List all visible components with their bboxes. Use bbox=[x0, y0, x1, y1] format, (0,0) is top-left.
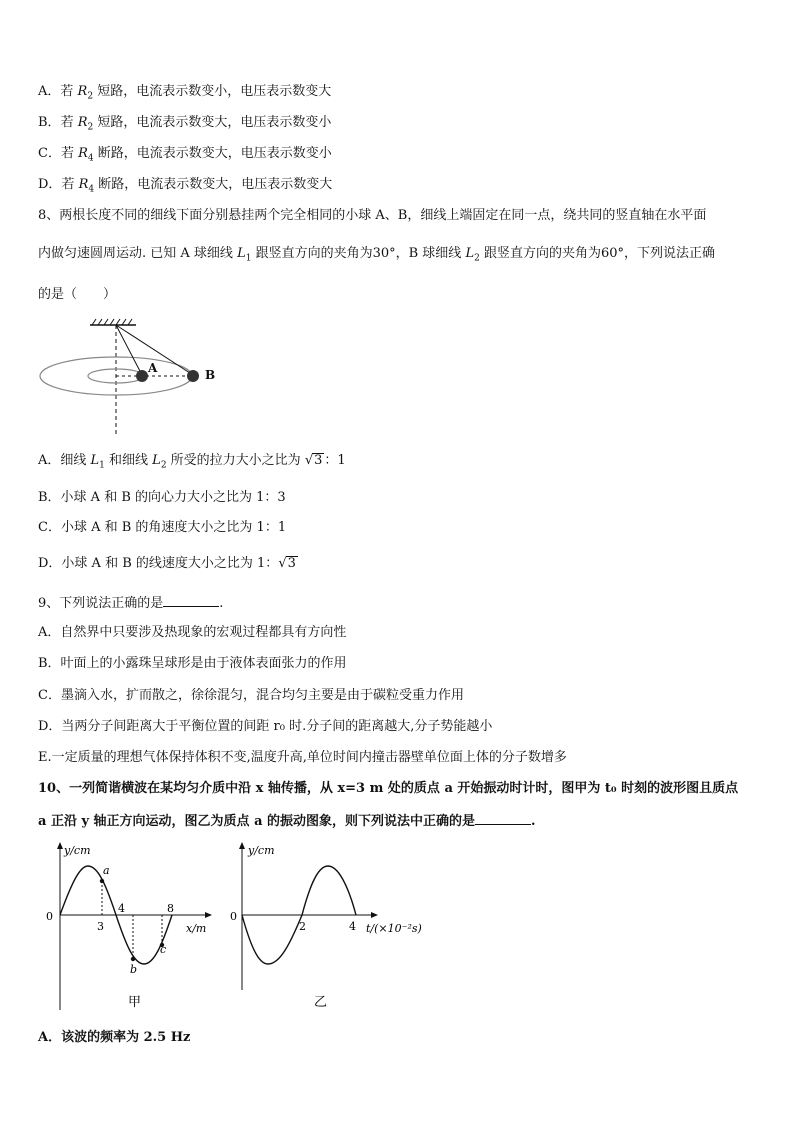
jia-caption: 甲 bbox=[128, 995, 142, 1010]
jia-tick-4: 4 bbox=[118, 902, 125, 915]
answer-blank bbox=[475, 812, 531, 825]
q8-option-d: D．小球 A 和 B 的线速度大小之比为 1：√3 bbox=[38, 556, 296, 571]
ball-b bbox=[187, 370, 199, 382]
jia-y-label: y/cm bbox=[64, 844, 91, 857]
q10-option-a: A．该波的频率为 2.5 Hz bbox=[38, 1030, 191, 1045]
ball-a bbox=[136, 370, 148, 382]
q8-stem-line3: 的是（ ） bbox=[38, 287, 117, 302]
q9-stem: 9、下列说法正确的是 . bbox=[38, 596, 224, 611]
jia-point-c-label: c bbox=[160, 943, 167, 956]
q7-option-c: C．若 $R_4$ 断路，电流表示数变大，电压表示数变小 bbox=[38, 146, 332, 164]
point-a bbox=[100, 879, 104, 883]
jia-origin: 0 bbox=[46, 910, 53, 923]
ball-b-label: B bbox=[205, 368, 216, 382]
q8-stem-line2: 内做匀速圆周运动. 已知 A 球细线 $L_1$ 跟竖直方向的夹角为30°，B 球细线 $L_2$ 跟竖直方向的夹角为60°，下列说法正确 bbox=[38, 246, 715, 264]
jia-point-a-label: a bbox=[103, 864, 110, 877]
q8-pendulum-figure bbox=[36, 318, 256, 436]
q9-option-d: D．当两分子间距离大于平衡位置的间距 r₀ 时.分子间的距离越大,分子势能越小 bbox=[38, 719, 493, 734]
jia-point-b-label: b bbox=[130, 963, 138, 976]
yi-x-label: t/(×10⁻²s) bbox=[366, 922, 422, 935]
point-b bbox=[131, 957, 135, 961]
answer-blank bbox=[163, 594, 219, 607]
vibration-graph-yi bbox=[226, 840, 436, 1020]
q8-stem-line1: 8、两根长度不同的细线下面分别悬挂两个完全相同的小球 A、B，细线上端固定在同一点，绕共同的竖直轴在水平面 bbox=[38, 208, 707, 223]
yi-tick-4: 4 bbox=[349, 920, 356, 933]
ball-a-label: A bbox=[148, 361, 158, 375]
q8-option-c: C．小球 A 和 B 的角速度大小之比为 1：1 bbox=[38, 520, 287, 535]
q9-option-c: C．墨滴入水，扩而散之，徐徐混匀，混合均匀主要是由于碳粒受重力作用 bbox=[38, 688, 464, 703]
q10-stem-line2: a 正沿 y 轴正方向运动，图乙为质点 a 的振动图象，则下列说法中正确的是 . bbox=[38, 814, 536, 829]
q9-option-a: A．自然界中只要涉及热现象的宏观过程都具有方向性 bbox=[38, 625, 347, 640]
jia-tick-3: 3 bbox=[97, 920, 104, 933]
yi-caption: 乙 bbox=[314, 995, 328, 1010]
q10-stem-line1: 10、一列简谐横波在某均匀介质中沿 x 轴传播，从 x=3 m 处的质点 a 开始振动时计时，图甲为 t₀ 时刻的波形图且质点 bbox=[38, 781, 739, 796]
jia-tick-8: 8 bbox=[167, 902, 174, 915]
yi-tick-2: 2 bbox=[299, 920, 306, 933]
q9-option-e: E.一定质量的理想气体保持体积不变,温度升高,单位时间内撞击器壁单位面上体的分子数增多 bbox=[38, 750, 567, 765]
q7-option-b: B．若 $R_2$ 短路，电流表示数变大，电压表示数变小 bbox=[38, 115, 332, 133]
q9-option-b: B．叶面上的小露珠呈球形是由于液体表面张力的作用 bbox=[38, 656, 347, 671]
wave-graph-jia bbox=[40, 840, 220, 1020]
q7-option-a: A．若 $R_2$ 短路，电流表示数变小，电压表示数变大 bbox=[38, 84, 332, 102]
yi-y-label: y/cm bbox=[248, 844, 275, 857]
q8-option-b: B．小球 A 和 B 的向心力大小之比为 1：3 bbox=[38, 490, 286, 505]
yi-origin: 0 bbox=[230, 910, 237, 923]
q7-option-d: D．若 $R_4$ 断路，电流表示数变大，电压表示数变大 bbox=[38, 177, 333, 195]
q8-option-a: A．细线 $L_1$ 和细线 $L_2$ 所受的拉力大小之比为 √3 ：1 bbox=[38, 453, 346, 471]
jia-x-label: x/m bbox=[186, 922, 207, 935]
